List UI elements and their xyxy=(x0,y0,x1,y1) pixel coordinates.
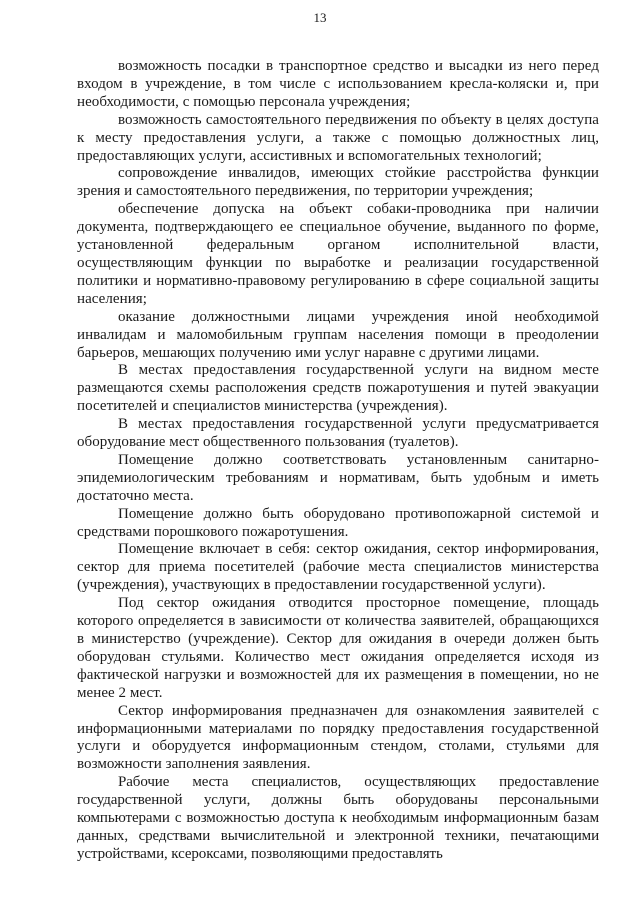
paragraph-evacuation-schemes: В местах предоставления государственной услуги на видном месте размещаются схемы расположения средств пожаротушения и путей эвакуации посетителей и специалистов министерства (учреждения). xyxy=(77,362,599,415)
paragraph-staff-assistance: оказание должностными лицами учреждения иной необходимой инвалидам и маломобильным группам населения помощи в преодолении барьеров, мешающих получению ими услуг наравне с другими лицами. xyxy=(77,308,599,361)
paragraph-sanitary-requirements: Помещение должно соответствовать установленным санитарно-эпидемиологическим требованиям и нормативам, быть удобным и иметь достаточно места. xyxy=(77,451,599,504)
paragraph-independent-movement: возможность самостоятельного передвижения по объекту в целях доступа к месту предоставления услуги, а также с помощью должностных лиц, предоставляющих услуги, ассистивных и вспомогательных технологий; xyxy=(77,111,599,164)
paragraph-room-sectors: Помещение включает в себя: сектор ожидания, сектор информирования, сектор для приема посетителей (рабочие места специалистов министерства (учреждения), участвующих в предоставлении государственной услуги). xyxy=(77,541,599,594)
paragraph-public-facilities: В местах предоставления государственной услуги предусматривается оборудование мест общественного пользования (туалетов). xyxy=(77,416,599,451)
paragraph-guide-dog-access: обеспечение допуска на объект собаки-проводника при наличии документа, подтверждающего ее специальное обучение, выданного по форме, установленной федеральным органом исполнительной власти, осуществляющим функции по выработке и реализации государственной политики и нормативно-правовому регулированию в сфере социальной защиты населения; xyxy=(77,201,599,307)
paragraph-waiting-sector: Под сектор ожидания отводится просторное помещение, площадь которого определяется в зависимости от количества заявителей, обращающихся в министерство (учреждение). Сектор для ожидания в очереди должен быть оборудован стульями. Количество мест ожидания определяется исходя из фактической нагрузки и возможностей для их размещения в помещении, но не менее 2 мест. xyxy=(77,595,599,701)
paragraph-information-sector: Сектор информирования предназначен для ознакомления заявителей с информационными материалами по порядку предоставления государственной услуги и оборудуется информационным стендом, столами, стульями для возможности заполнения заявления. xyxy=(77,702,599,773)
paragraph-boarding-vehicle: возможность посадки в транспортное средство и высадки из него перед входом в учреждение, в том числе с использованием кресла-коляски и, при необходимости, с помощью персонала учреждения; xyxy=(77,58,599,110)
document-body xyxy=(77,58,599,864)
page-number: 13 xyxy=(313,10,327,25)
paragraph-workplaces: Рабочие места специалистов, осуществляющих предоставление государственной услуги, должны быть оборудованы персональными компьютерами с возможностью доступа к необходимым информационным базам данных, средствами вычислительной и электронной техники, печатающими устройствами, ксероксами, позволяющими предоставлять xyxy=(77,774,599,862)
paragraph-escort-disabled: сопровождение инвалидов, имеющих стойкие расстройства функции зрения и самостоятельного передвижения, по территории учреждения; xyxy=(77,165,599,200)
paragraph-fire-system: Помещение должно быть оборудовано противопожарной системой и средствами порошкового пожаротушения. xyxy=(77,505,599,540)
